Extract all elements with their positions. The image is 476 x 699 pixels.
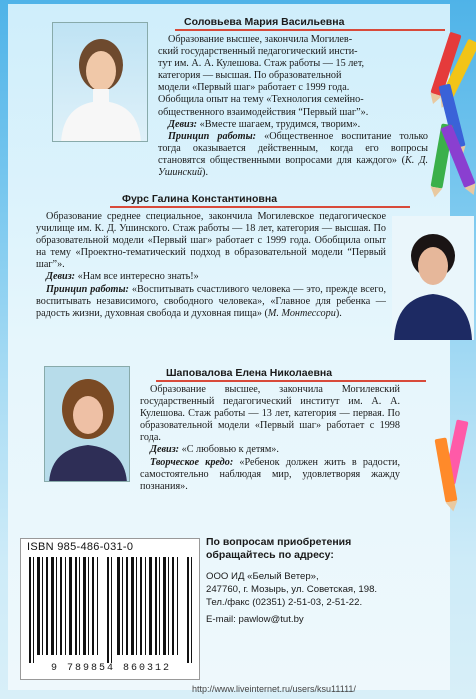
contact-heading-2: обращайтесь по адресу:: [206, 549, 334, 561]
teacher3-credo-label: Творческое кредо:: [150, 456, 234, 468]
teacher2-underline: [110, 206, 410, 208]
teacher2-principle-label: Принцип работы:: [46, 283, 129, 295]
photo-soloveva: [52, 22, 148, 142]
contact-address: 247760, г. Мозырь, ул. Советская, 198.: [206, 584, 378, 595]
contact-phone: Тел./факс (02351) 2-51-03, 2-51-22.: [206, 597, 363, 608]
teacher1-principle-author: К. Д. Ушинский: [158, 154, 428, 179]
teacher1-line-6: Обобщила опыт на тему «Технология семейно-: [158, 94, 364, 106]
contact-heading-1: По вопросам приобретения: [206, 536, 352, 548]
teacher2-bio-text: Образование среднее специальное, закончила Могилевское педагогическое училище им. К. Д. Ушинского. Стаж работы — 18 лет, категория — высшая. По образовательной модели «Первый шаг» работает с 1999 года. Обобщила опыт на тему «Проектно-тематический подход в образовательной модели “Первый шаг”».: [36, 211, 386, 271]
teacher1-line-5: модели «Первый шаг» работает с 1999 года.: [158, 82, 350, 94]
teacher1-motto-label: Девиз:: [168, 118, 198, 130]
teacher1-bio: Образование высшее, закончила Могилев- ский государственный педагогический инсти- тут им. А. А. Кулешова. Стаж работы — 15 лет, категория — высшая. По образовательной модели «Первый шаг» работает с 1999 года. Обобщила опыт на тему «Технология семейно- общественного взаимодействия “Первый шаг”». Девиз: «Вместе шагаем, трудимся, творим». Принцип работы: «Общественное воспитание только тогда оказывается действенным, когда его вопросы становятся общественными вопросами для каждого» (К. Д. Ушинский).: [158, 34, 429, 179]
teacher1-line-3: тут им. А. А. Кулешова. Стаж работы — 15 лет,: [158, 58, 365, 70]
teacher3-motto: «С любовью к детям».: [181, 444, 279, 456]
teacher2-name: Фурс Галина Константиновна: [122, 193, 278, 205]
watermark-url[interactable]: http://www.liveinternet.ru/users/ksu11111/: [192, 684, 356, 694]
teacher1-underline: [175, 29, 445, 31]
teacher3-bio-text: Образование высшее, закончила Могилевский государственный педагогический институт им. А. А. Кулешова. Стаж работы — 13 лет, категория — первая. По образовательной модели «Первый шаг» работает с 1998 года.: [140, 384, 400, 444]
teacher2-bio: Образование среднее специальное, закончила Могилевское педагогическое училище им. К. Д. Ушинского. Стаж работы — 18 лет, категория — высшая. По образовательной модели «Первый шаг» работает с 1999 года. Обобщила опыт на тему «Проектно-тематический подход в образовательной модели “Первый шаг”». Девиз: «Нам все интересно знать!» Принцип работы: «Воспитывать счастливого человека — это, прежде всего, воспитывать независимого, свободного человека», «Главное для ребенка — радость жизни, духовная свобода и духовная пища» (М. Монтессори).: [36, 211, 386, 319]
teacher1-line-7: общественного взаимодействия “Первый шаг”».: [158, 106, 369, 118]
photo-shapovalova: [44, 366, 130, 482]
teacher3-motto-label: Девиз:: [150, 444, 180, 456]
teacher2-motto-label: Девиз:: [46, 271, 76, 283]
teacher3-underline: [156, 380, 426, 382]
teacher1-line-4: категория — высшая. По образовательной: [158, 70, 342, 82]
contact-publisher: ООО ИД «Белый Ветер»,: [206, 571, 319, 582]
teacher2-motto: «Нам все интересно знать!»: [77, 271, 199, 283]
isbn-barcode-number: 9 789854 860312: [50, 663, 171, 674]
teacher3-name: Шаповалова Елена Николаевна: [166, 367, 333, 379]
barcode-icon: [27, 557, 195, 663]
isbn-label: ISBN 985-486-031-0: [27, 541, 134, 553]
teacher2-principle-author: М. Монтессори: [267, 307, 336, 319]
photo-furs: [392, 216, 474, 340]
contact-block: [206, 536, 448, 684]
teacher3-bio: [140, 384, 400, 493]
teacher2-principle: «Воспитывать счастливого человека — это, прежде всего, воспитывать независимого, свободного человека», «Главное для ребенка — радость жизни, духовная свобода и духовная пища»: [36, 283, 386, 319]
contact-email-link[interactable]: pawlow@tut.by: [238, 614, 304, 625]
teacher3-credo: «Ребенок должен жить в радости, самостоятельно наблюдая мир, удовлетворяя жажду познания».: [140, 456, 400, 492]
teacher1-line-2: ский государственный педагогический инсти-: [158, 46, 358, 58]
teacher1-principle-label: Принцип работы:: [168, 130, 257, 142]
teacher1-line-1: Образование высшее, закончила Могилев-: [168, 34, 353, 45]
teacher1-name: Соловьева Мария Васильевна: [184, 16, 345, 28]
teacher1-motto: «Вместе шагаем, трудимся, творим».: [199, 118, 361, 130]
isbn-box: [20, 538, 200, 680]
teacher1-principle: «Общественное воспитание только тогда оказывается действенным, когда его вопросы становятся общественными вопросами для каждого»: [158, 130, 429, 166]
contact-email-label: E-mail:: [206, 614, 236, 625]
